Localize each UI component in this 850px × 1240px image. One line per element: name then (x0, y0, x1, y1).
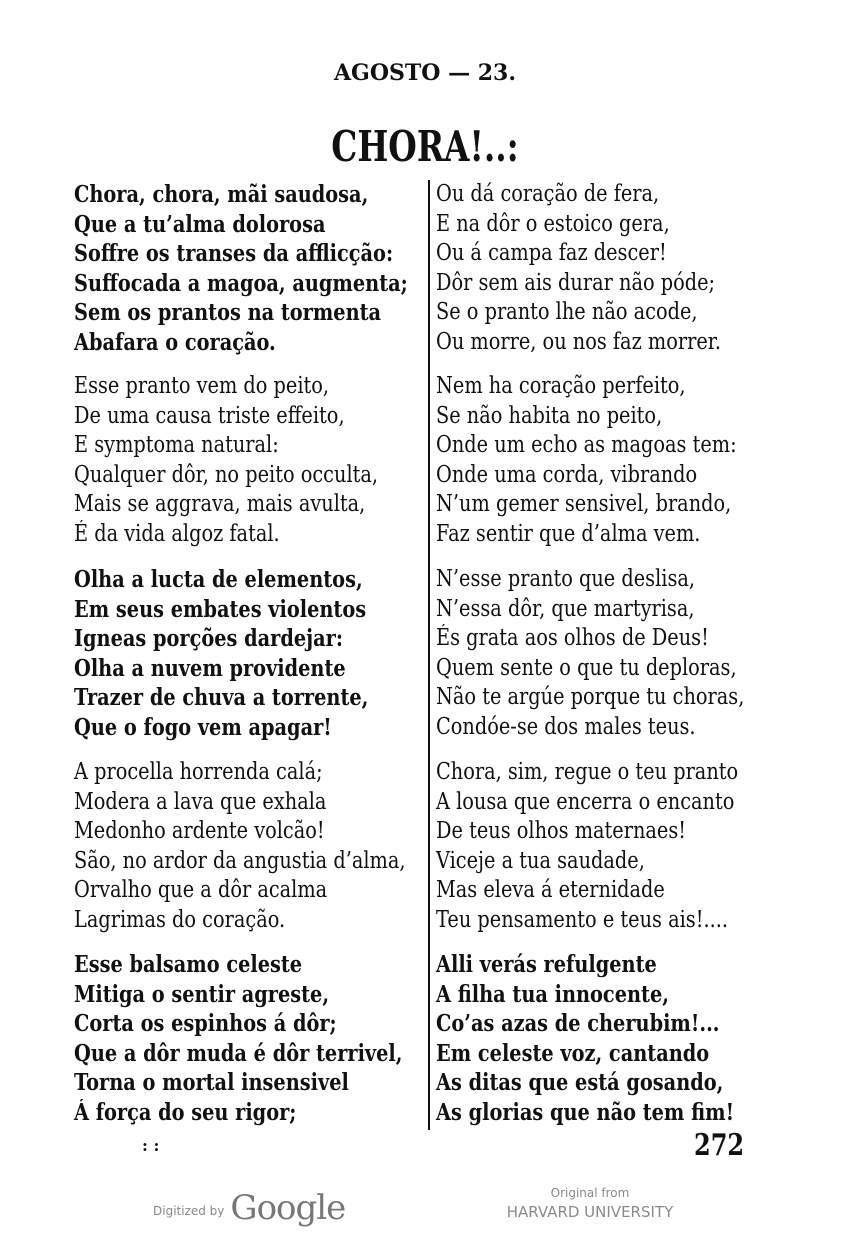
verse-line: Quem sente o que tu deploras, (436, 654, 737, 681)
stanza (74, 758, 426, 935)
verse-line: Em seus embates violentos (74, 595, 367, 623)
original-from-label: Original from (550, 1186, 630, 1200)
verse-line: A procella horrenda calá; (74, 759, 323, 785)
verse-line: Mitiga o sentir agreste, (74, 980, 330, 1008)
verse-line: E symptoma natural: (74, 432, 279, 458)
verse-line: Co’as azas de cherubim!... (436, 1010, 720, 1037)
stanza (436, 950, 816, 1127)
verse-line: Se o pranto lhe não acode, (436, 299, 698, 325)
verse-line: Suffocada a magoa, augmenta; (74, 269, 408, 297)
digitized-by-label: Digitized by (153, 1204, 225, 1218)
verse-line: Que o fogo vem apagar! (74, 713, 332, 741)
stanza (74, 950, 426, 1127)
stanza (74, 565, 426, 742)
verse-line: Viceje a tua saudade, (436, 847, 645, 874)
verse-line: Qualquer dôr, no peito occulta, (74, 461, 379, 488)
verse-line: Onde um echo as magoas tem: (436, 432, 737, 458)
verse-line: É da vida algoz fatal. (74, 520, 280, 547)
verse-line: Mas eleva á eternidade (436, 877, 665, 903)
verse-line: São, no ardor da angustia d’alma, (74, 847, 406, 874)
institution-name: HARVARD UNIVERSITY (506, 1203, 674, 1221)
verse-line: Ou dá coração de fera, (436, 181, 660, 207)
verse-line: Olha a nuvem providente (74, 654, 346, 682)
verse-line: Em celeste voz, cantando (436, 1039, 710, 1067)
google-logo: Google (230, 1188, 346, 1228)
digitized-by-credit (153, 1188, 345, 1228)
verse-line: Torna o mortal insensivel (74, 1069, 349, 1096)
verse-line: Mais se aggrava, mais avulta, (74, 491, 366, 517)
verse-line: Medonho ardente volcão! (74, 818, 325, 844)
verse-line: N’essa dôr, que martyrisa, (436, 595, 695, 622)
stanza (436, 758, 816, 935)
verse-line: Alli verás refulgente (436, 951, 657, 978)
verse-line: N’um gemer sensivel, brando, (436, 491, 732, 517)
verse-line: Lagrimas do coração. (74, 906, 286, 933)
verse-line: N’esse pranto que deslisa, (436, 566, 696, 592)
verse-line: E na dôr o estoico gera, (436, 210, 670, 237)
verse-line: Ou á campa faz descer! (436, 240, 667, 266)
verse-line: Corta os espinhos á dôr; (74, 1010, 337, 1037)
verse-line: Sem os prantos na tormenta (74, 299, 382, 326)
verse-line: Faz sentir que d’alma vem. (436, 520, 701, 547)
verse-line: As ditas que está gosando, (436, 1069, 724, 1096)
stanza (436, 565, 816, 742)
column-divider (428, 180, 430, 1130)
verse-line: De teus olhos maternaes! (436, 818, 687, 844)
verse-line: A filha tua innocente, (436, 980, 669, 1008)
verse-line: Que a dôr muda é dôr terrivel, (74, 1039, 403, 1067)
verse-line: Á força do seu rigor; (74, 1098, 297, 1126)
verse-line: As glorias que não tem fim! (436, 1098, 735, 1126)
verse-line: Onde uma corda, vibrando (436, 461, 698, 488)
stanza (436, 180, 816, 357)
verse-line: Que a tu’alma dolorosa (74, 210, 326, 238)
stray-marks: : : (142, 1136, 160, 1155)
poem-title: CHORA!..: (331, 122, 519, 171)
stanza (436, 372, 816, 549)
verse-line: Dôr sem ais durar não póde; (436, 269, 716, 296)
source-credit (470, 1186, 710, 1221)
verse-line: De uma causa triste effeito, (74, 402, 345, 429)
verse-line: Esse pranto vem do peito, (74, 373, 330, 399)
verse-line: Soffre os transes da afflicção: (74, 240, 394, 267)
verse-line: Igneas porções dardejar: (74, 625, 343, 652)
verse-line: Nem ha coração perfeito, (436, 373, 686, 399)
stanza (74, 180, 426, 357)
verse-line: Abafara o coração. (74, 328, 276, 356)
verse-line: Orvalho que a dôr acalma (74, 877, 328, 903)
stanza (74, 372, 426, 549)
verse-line: Trazer de chuva a torrente, (74, 684, 369, 711)
verse-line: Esse balsamo celeste (74, 951, 303, 978)
verse-line: Chora, sim, regue o teu pranto (436, 759, 739, 785)
page-number: 272 (694, 1128, 745, 1163)
verse-line: Teu pensamento e teus ais!.... (436, 906, 729, 933)
verse-line: És grata aos olhos de Deus! (436, 625, 709, 651)
verse-line: Não te argúe porque tu choras, (436, 684, 745, 710)
verse-line: Se não habita no peito, (436, 402, 663, 429)
verse-line: Modera a lava que exhala (74, 788, 327, 815)
running-head: AGOSTO — 23. (333, 60, 517, 86)
verse-line: Chora, chora, mãi saudosa, (74, 181, 369, 208)
verse-line: A lousa que encerra o encanto (436, 788, 735, 815)
verse-line: Ou morre, ou nos faz morrer. (436, 328, 722, 355)
verse-line: Olha a lucta de elementos, (74, 566, 363, 593)
verse-line: Condóe-se dos males teus. (436, 713, 696, 740)
